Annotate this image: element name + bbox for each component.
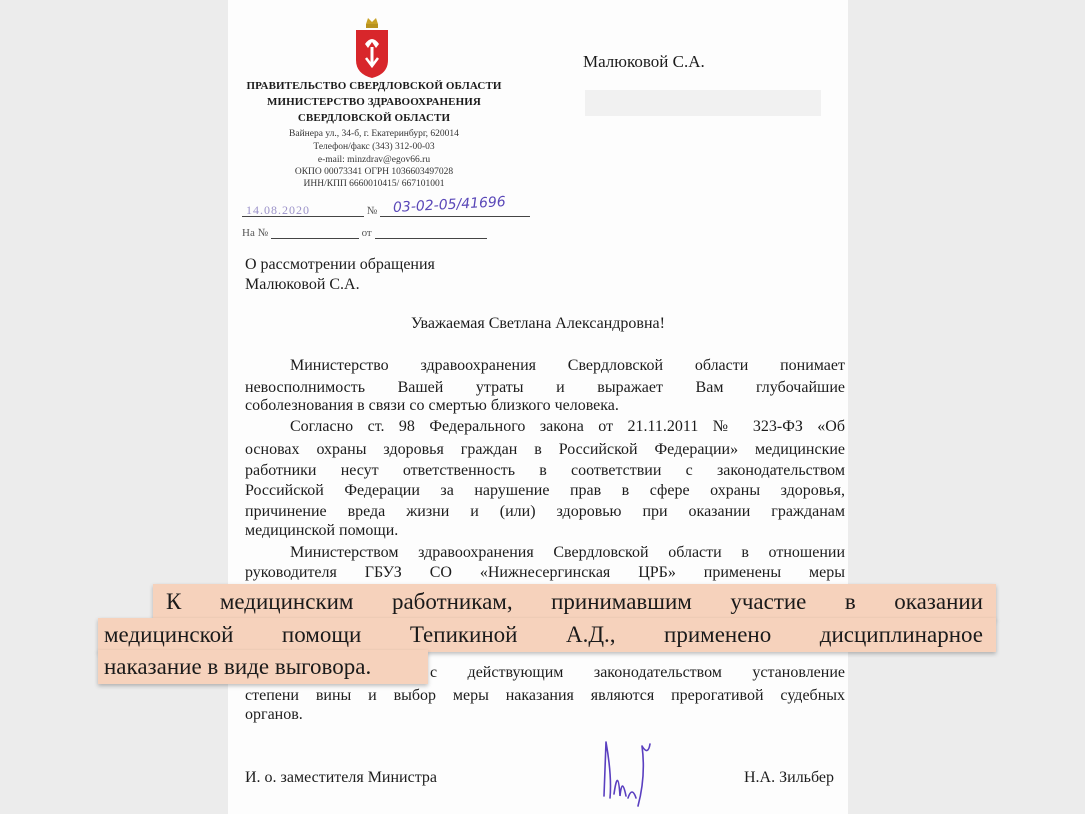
body-line: Согласно ст. 98 Федерального закона от 21.11.2011 № 323-ФЗ «Об bbox=[290, 418, 845, 435]
reply-reference-line bbox=[242, 226, 487, 239]
handwritten-signature bbox=[598, 736, 658, 810]
greeting: Уважаемая Светлана Александровна! bbox=[411, 315, 665, 332]
org-name-line1: ПРАВИТЕЛЬСТВО СВЕРДЛОВСКОЙ ОБЛАСТИ bbox=[246, 80, 502, 92]
body-line: Министерством здравоохранения Свердловской области в отношении bbox=[290, 544, 845, 561]
subject-line2: Малюковой С.А. bbox=[245, 276, 360, 293]
registration-date-stamp: 14.08.2020 bbox=[246, 203, 310, 217]
org-address: Вайнера ул., 34-б, г. Екатеринбург, 620014 bbox=[289, 129, 459, 139]
callout-line3: наказание в виде выговора. bbox=[104, 654, 372, 679]
body-line: Российской Федерации за нарушение прав в сфере охраны здоровья, bbox=[245, 482, 845, 499]
org-inn: ИНН/КПП 6660010415/ 667101001 bbox=[303, 179, 445, 189]
recipient-name: Малюковой С.А. bbox=[583, 52, 705, 71]
signer-name: Н.А. Зильбер bbox=[744, 769, 834, 786]
reply-label: На № bbox=[242, 227, 269, 239]
body-line: соболезнования в связи со смертью близкого человека. bbox=[245, 397, 619, 414]
body-line: медицинской помощи. bbox=[245, 522, 399, 539]
org-phone: Телефон/факс (343) 312-00-03 bbox=[313, 142, 435, 152]
body-line: руководителя ГБУЗ СО «Нижнесергинская ЦРБ» применены меры bbox=[245, 564, 845, 581]
body-line: органов. bbox=[245, 706, 303, 723]
body-line: работники несут ответственность в соответствии с законодательством bbox=[245, 462, 845, 479]
body-line: степени вины и выбор меры наказания являются прерогативой судебных bbox=[245, 687, 845, 704]
org-codes: ОКПО 00073341 ОГРН 1036603497028 bbox=[294, 167, 454, 177]
signer-position: И. о. заместителя Министра bbox=[245, 769, 437, 786]
coat-of-arms-icon bbox=[352, 14, 392, 80]
registration-number-handwritten: 03-02-05/41696 bbox=[392, 194, 507, 216]
org-name-line3: СВЕРДЛОВСКОЙ ОБЛАСТИ bbox=[297, 112, 451, 124]
body-line: с действующим законодательством установление bbox=[430, 664, 845, 681]
callout-line2: медицинской помощи Тепикиной А.Д., применено дисциплинарное bbox=[104, 622, 983, 647]
org-email: e-mail: minzdrav@egov66.ru bbox=[317, 155, 431, 165]
callout-line1: К медицинским работникам, принимавшим участие в оказании bbox=[166, 589, 983, 614]
subject-line1: О рассмотрении обращения bbox=[245, 256, 435, 273]
from-label: от bbox=[361, 227, 372, 239]
org-name-line2: МИНИСТЕРСТВО ЗДРАВООХРАНЕНИЯ bbox=[267, 96, 481, 108]
body-line: Министерство здравоохранения Свердловской области понимает bbox=[290, 357, 845, 374]
body-line: невосполнимость Вашей утраты и выражает Вам глубочайшие bbox=[245, 379, 845, 396]
body-line: основах охраны здоровья граждан в Российской Федерации» медицинские bbox=[245, 441, 845, 458]
body-line: причинение вреда жизни и (или) здоровью при оказании гражданам bbox=[245, 503, 845, 520]
highlight-callout bbox=[98, 584, 996, 684]
redacted-address bbox=[585, 90, 821, 116]
number-label: № bbox=[366, 205, 378, 217]
